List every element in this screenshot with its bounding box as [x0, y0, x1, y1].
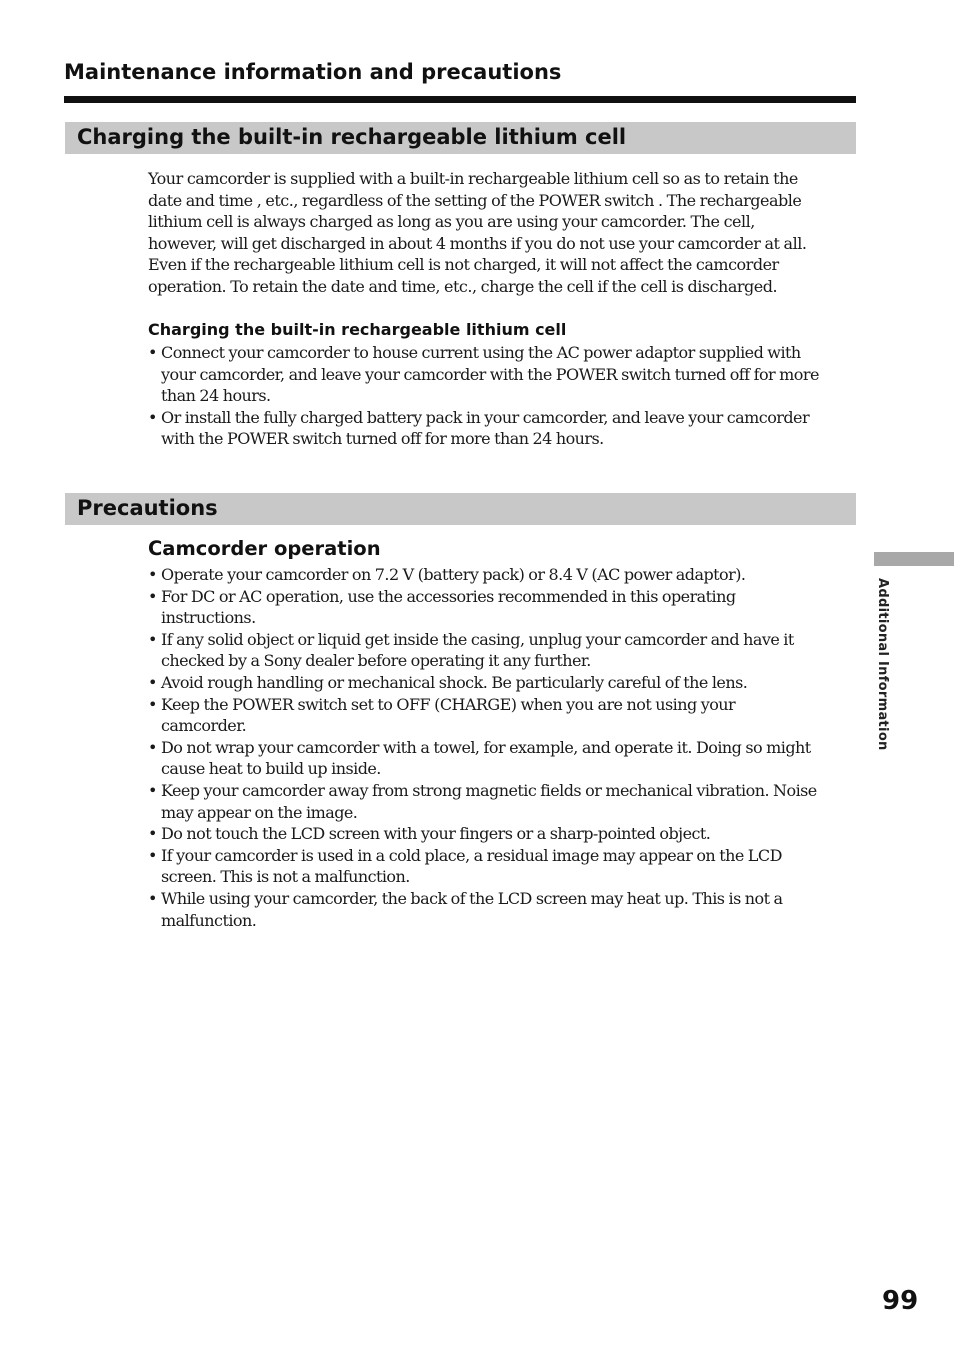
list-item: • If any solid object or liquid get inside the casing, unplug your camcorder and have it checked by a Sony dealer before operating it any further. [148, 629, 820, 672]
charging-intro-paragraph [148, 168, 820, 298]
section-heading-charging [65, 122, 856, 154]
page-number: 99 [882, 1286, 919, 1316]
list-item: • Operate your camcorder on 7.2 V (battery pack) or 8.4 V (AC power adaptor). [148, 564, 820, 586]
list-item: • Keep your camcorder away from strong magnetic fields or mechanical vibration. Noise may appear on the image. [148, 780, 820, 823]
charging-bullet-list [148, 342, 820, 450]
section-heading-precautions [65, 493, 856, 525]
page-header-title: Maintenance information and precautions [64, 60, 562, 84]
camcorder-operation-subheading: Camcorder operation [148, 537, 381, 560]
list-item: • Do not wrap your camcorder with a towel, for example, and operate it. Doing so might cause heat to build up inside. [148, 737, 820, 780]
list-item: • Avoid rough handling or mechanical shock. Be particularly careful of the lens. [148, 672, 820, 694]
charging-intro-text: Your camcorder is supplied with a built-in rechargeable lithium cell so as to retain the date and time , etc., regardless of the setting of the POWER switch . The rechargeable lithium cell is always charged as long as you are using your camcorder. The cell, however, will get discharged in about 4 months if you do not use your camcorder at all. Even if the rechargeable lithium cell is not charged, it will not affect the camcorder operation. To retain the date and time, etc., charge the cell if the cell is discharged. [148, 169, 807, 296]
list-item: • Do not touch the LCD screen with your fingers or a sharp-pointed object. [148, 823, 820, 845]
header-rule [64, 96, 856, 103]
precautions-bullet-list [148, 564, 820, 931]
list-item: • Keep the POWER switch set to OFF (CHARGE) when you are not using your camcorder. [148, 694, 820, 737]
side-tab-label: Additional Information [875, 578, 890, 751]
section-heading-charging-label: Charging the built-in rechargeable lithium cell [77, 125, 627, 149]
list-item: • Connect your camcorder to house current using the AC power adaptor supplied with your camcorder, and leave your camcorder with the POWER switch turned off for more than 24 hours. [148, 342, 820, 407]
list-item: • If your camcorder is used in a cold place, a residual image may appear on the LCD screen. This is not a malfunction. [148, 845, 820, 888]
section-heading-precautions-label: Precautions [77, 496, 218, 520]
side-tab-marker [874, 552, 954, 566]
list-item: • While using your camcorder, the back of the LCD screen may heat up. This is not a malfunction. [148, 888, 820, 931]
list-item: • For DC or AC operation, use the accessories recommended in this operating instructions. [148, 586, 820, 629]
charging-subheading: Charging the built-in rechargeable lithium cell [148, 320, 567, 339]
list-item: • Or install the fully charged battery pack in your camcorder, and leave your camcorder with the POWER switch turned off for more than 24 hours. [148, 407, 820, 450]
